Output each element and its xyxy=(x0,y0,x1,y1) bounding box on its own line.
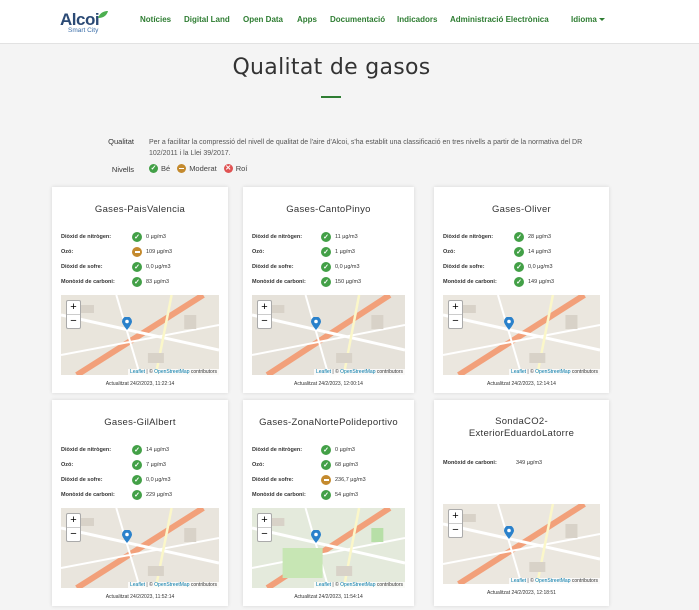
pollutant-label: Diòxid de nitrògen: xyxy=(252,447,303,453)
chevron-down-icon xyxy=(599,18,605,21)
level-moderate-label: Moderat xyxy=(189,164,217,173)
map-attribution xyxy=(128,582,219,588)
leaflet-link[interactable]: Leaflet xyxy=(316,369,332,375)
attribution-sep: | © xyxy=(331,582,341,588)
leaflet-link[interactable]: Leaflet xyxy=(130,369,146,375)
station-card xyxy=(243,400,414,606)
map-attribution xyxy=(509,369,600,375)
pollutant-label: Ozó: xyxy=(61,462,74,468)
updated-timestamp: Actualitzat 24/2/2023, 11:54:14 xyxy=(294,594,363,600)
attribution-sep: | © xyxy=(145,369,155,375)
map-marker-icon[interactable] xyxy=(122,317,132,330)
attribution-tail: contributors xyxy=(189,369,217,375)
quality-description: Per a facilitar la compressió del nivell de qualitat de l'aire d'Alcoi, s'ha establit una classificació en tres nivells a partir de la normativa del DR 102/2011 i la Llei 39/2017. xyxy=(149,139,583,157)
minus-icon xyxy=(177,164,186,173)
updated-timestamp: Actualitzat 24/2/2023, 12:00:14 xyxy=(294,381,363,387)
pollutant-label: Monòxid de carboni: xyxy=(252,492,306,498)
pollutant-value: 0,0 µg/m3 xyxy=(146,477,171,483)
map-attribution xyxy=(314,582,405,588)
map-tiles xyxy=(252,295,405,375)
zoom-out-button[interactable]: − xyxy=(452,524,459,536)
pollutant-label: Ozó: xyxy=(252,249,265,255)
map-tiles xyxy=(61,295,219,375)
levels-legend xyxy=(149,164,254,173)
station-card xyxy=(52,187,228,393)
level-moderate xyxy=(177,164,217,173)
pollutant-value: 7 µg/m3 xyxy=(146,462,166,468)
check-status-icon: ✓ xyxy=(321,490,331,500)
station-card xyxy=(434,400,609,606)
level-good xyxy=(149,164,170,173)
language-dropdown[interactable] xyxy=(571,15,605,24)
station-card xyxy=(243,187,414,393)
zoom-in-button[interactable]: + xyxy=(67,514,80,528)
check-status-icon: ✓ xyxy=(132,277,142,287)
station-title: SondaCO2-ExteriorEduardoLatorre xyxy=(468,416,575,439)
pollutant-label: Ozó: xyxy=(443,249,456,255)
nav-item-administracio-electronica[interactable]: Administració Electrònica xyxy=(450,15,549,24)
check-status-icon: ✓ xyxy=(514,277,524,287)
updated-timestamp: Actualitzat 24/2/2023, 11:52:14 xyxy=(105,594,175,600)
map-marker-icon[interactable] xyxy=(311,317,321,330)
pollutant-value: 349 µg/m3 xyxy=(516,460,543,466)
language-label: Idioma xyxy=(571,15,597,24)
pollutant-value: 149 µg/m3 xyxy=(528,279,555,285)
zoom-out-button[interactable]: − xyxy=(70,528,77,540)
check-status-icon: ✓ xyxy=(132,475,142,485)
pollutant-value: 229 µg/m3 xyxy=(146,492,173,498)
pollutant-value: 0,0 µg/m3 xyxy=(335,264,360,270)
pollutant-label: Monòxid de carboni: xyxy=(252,279,306,285)
check-status-icon: ✓ xyxy=(321,262,331,272)
attribution-sep: | © xyxy=(526,369,536,375)
nav-item-apps[interactable]: Apps xyxy=(297,15,317,24)
quality-label: Qualitat xyxy=(108,137,134,146)
station-title: Gases-Oliver xyxy=(491,204,552,215)
level-bad-label: Roí xyxy=(235,164,248,173)
moderate-status-icon xyxy=(321,475,331,485)
leaf-icon xyxy=(97,10,109,19)
osm-link[interactable]: OpenStreetMap xyxy=(535,369,571,375)
updated-timestamp: Actualitzat 24/2/2023, 11:22:14 xyxy=(105,381,175,387)
pollutant-value: 68 µg/m3 xyxy=(335,462,359,468)
title-underline xyxy=(321,96,341,98)
map-zoom-control xyxy=(66,513,81,542)
check-status-icon: ✓ xyxy=(132,445,142,455)
pollutant-label: Ozó: xyxy=(252,462,265,468)
map-marker-icon[interactable] xyxy=(504,526,514,539)
station-map[interactable] xyxy=(61,295,219,375)
attribution-tail: contributors xyxy=(570,578,598,584)
cross-icon: ✕ xyxy=(225,165,232,172)
map-tiles xyxy=(443,295,600,375)
zoom-in-button[interactable]: + xyxy=(67,301,80,315)
osm-link[interactable]: OpenStreetMap xyxy=(340,582,376,588)
pollutant-value: 150 µg/m3 xyxy=(335,279,362,285)
map-attribution xyxy=(314,369,405,375)
osm-link[interactable]: OpenStreetMap xyxy=(340,369,376,375)
pollutant-label: Monòxid de carboni: xyxy=(443,460,497,466)
pollutant-value: 0,0 µg/m3 xyxy=(528,264,553,270)
check-status-icon: ✓ xyxy=(514,232,524,242)
levels-label: Nivells xyxy=(111,165,134,174)
logo-text: Alcoi xyxy=(60,10,100,29)
pollutant-value: 109 µg/m3 xyxy=(146,249,173,255)
nav-item-indicadors[interactable]: Indicadors xyxy=(397,15,438,24)
map-zoom-control xyxy=(448,509,463,538)
updated-timestamp: Actualitzat 24/2/2023, 12:18:51 xyxy=(487,590,556,596)
check-status-icon: ✓ xyxy=(321,445,331,455)
updated-timestamp: Actualitzat 24/2/2023, 12:14:14 xyxy=(487,381,556,387)
pollutant-value: 11 µg/m3 xyxy=(335,234,358,240)
leaflet-link[interactable]: Leaflet xyxy=(511,369,527,375)
check-status-icon: ✓ xyxy=(321,460,331,470)
osm-link[interactable]: OpenStreetMap xyxy=(535,578,571,584)
pollutant-label: Diòxid de sofre: xyxy=(252,264,294,270)
map-zoom-control xyxy=(66,300,81,329)
map-attribution xyxy=(509,578,600,584)
pollutant-value: 236,7 µg/m3 xyxy=(335,477,366,483)
attribution-sep: | © xyxy=(526,578,536,584)
pollutant-label: Diòxid de nitrògen: xyxy=(252,234,303,240)
station-card xyxy=(52,400,228,606)
pollutant-label: Diòxid de sofre: xyxy=(61,264,103,270)
osm-link[interactable]: OpenStreetMap xyxy=(154,369,190,375)
check-status-icon: ✓ xyxy=(321,232,331,242)
check-status-icon: ✓ xyxy=(132,232,142,242)
station-card xyxy=(434,187,609,393)
map-marker-icon[interactable] xyxy=(311,530,321,543)
level-good-label: Bé xyxy=(161,164,171,173)
zoom-out-button[interactable]: − xyxy=(261,528,268,540)
check-status-icon: ✓ xyxy=(514,247,524,257)
pollutant-label: Monòxid de carboni: xyxy=(61,492,115,498)
pollutant-label: Diòxid de sofre: xyxy=(61,477,103,483)
attribution-tail: contributors xyxy=(189,582,217,588)
map-tiles xyxy=(443,504,600,584)
pollutant-value: 54 µg/m3 xyxy=(335,492,359,498)
moderate-status-icon xyxy=(132,247,142,257)
pollutant-label: Monòxid de carboni: xyxy=(443,279,497,285)
logo-subtext: Smart City xyxy=(68,27,99,34)
station-title: Gases-PaisValencia xyxy=(94,204,186,215)
zoom-out-button[interactable]: − xyxy=(452,315,459,327)
station-map[interactable] xyxy=(61,508,219,588)
pollutant-value: 28 µg/m3 xyxy=(528,234,552,240)
attribution-tail: contributors xyxy=(375,582,403,588)
leaflet-link[interactable]: Leaflet xyxy=(316,582,332,588)
pollutant-label: Monòxid de carboni: xyxy=(61,279,115,285)
leaflet-link[interactable]: Leaflet xyxy=(511,578,527,584)
osm-link[interactable]: OpenStreetMap xyxy=(154,582,190,588)
station-map[interactable] xyxy=(252,295,405,375)
pollutant-value: 0 µg/m3 xyxy=(335,447,355,453)
check-status-icon: ✓ xyxy=(132,262,142,272)
pollutant-label: Diòxid de nitrògen: xyxy=(61,447,112,453)
map-zoom-control xyxy=(448,300,463,329)
map-marker-icon[interactable] xyxy=(504,317,514,330)
pollutant-value: 14 µg/m3 xyxy=(146,447,170,453)
zoom-out-button[interactable]: − xyxy=(261,315,268,327)
nav-item-digital-land[interactable]: Digital Land xyxy=(184,15,230,24)
attribution-sep: | © xyxy=(331,369,341,375)
page-title: Qualitat de gasos xyxy=(232,55,431,80)
map-attribution xyxy=(128,369,219,375)
zoom-in-button[interactable]: + xyxy=(449,510,462,524)
map-marker-icon[interactable] xyxy=(122,530,132,543)
zoom-in-button[interactable]: + xyxy=(449,301,462,315)
map-tiles xyxy=(252,508,405,588)
leaflet-link[interactable]: Leaflet xyxy=(130,582,146,588)
check-status-icon: ✓ xyxy=(132,460,142,470)
zoom-in-button[interactable]: + xyxy=(258,301,271,315)
attribution-tail: contributors xyxy=(375,369,403,375)
nav-item-documentacio[interactable]: Documentació xyxy=(330,15,386,24)
map-zoom-control xyxy=(257,513,272,542)
pollutant-value: 83 µg/m3 xyxy=(146,279,170,285)
pollutant-value: 0 µg/m3 xyxy=(146,234,166,240)
zoom-out-button[interactable]: − xyxy=(70,315,77,327)
top-navbar xyxy=(0,0,699,44)
level-bad xyxy=(224,164,248,173)
check-status-icon: ✓ xyxy=(132,490,142,500)
station-title: Gases-ZonaNortePolideportivo xyxy=(259,417,398,428)
pollutant-label: Diòxid de sofre: xyxy=(443,264,485,270)
map-zoom-control xyxy=(257,300,272,329)
alcoi-smart-city-logo[interactable] xyxy=(60,8,110,36)
pollutant-label: Diòxid de nitrògen: xyxy=(443,234,494,240)
pollutant-value: 1 µg/m3 xyxy=(335,249,355,255)
map-tiles xyxy=(61,508,219,588)
zoom-in-button[interactable]: + xyxy=(258,514,271,528)
pollutant-label: Diòxid de nitrògen: xyxy=(61,234,112,240)
check-status-icon: ✓ xyxy=(321,277,331,287)
station-map[interactable] xyxy=(443,295,600,375)
nav-item-open-data[interactable]: Open Data xyxy=(243,15,284,24)
check-icon: ✓ xyxy=(150,165,157,172)
check-status-icon: ✓ xyxy=(321,247,331,257)
pollutant-value: 14 µg/m3 xyxy=(528,249,552,255)
pollutant-label: Diòxid de sofre: xyxy=(252,477,294,483)
station-title: Gases-GilAlbert xyxy=(104,417,176,428)
nav-item-noticies[interactable]: Notícies xyxy=(140,15,172,24)
attribution-sep: | © xyxy=(145,582,155,588)
station-map[interactable] xyxy=(443,504,600,584)
pollutant-label: Ozó: xyxy=(61,249,74,255)
pollutant-value: 0,0 µg/m3 xyxy=(146,264,171,270)
attribution-tail: contributors xyxy=(570,369,598,375)
check-status-icon: ✓ xyxy=(514,262,524,272)
station-title: Gases-CantoPinyo xyxy=(286,204,371,215)
station-map[interactable] xyxy=(252,508,405,588)
